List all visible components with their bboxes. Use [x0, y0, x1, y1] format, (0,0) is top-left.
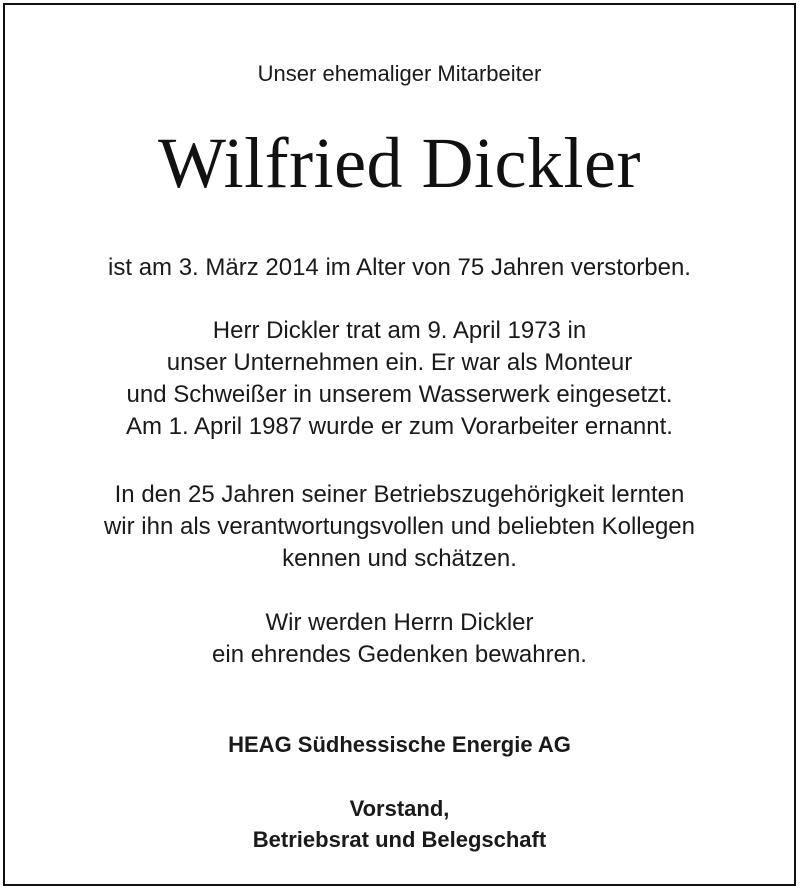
career-line: und Schweißer in unserem Wasserwerk eingesetzt.: [126, 381, 673, 408]
company-name: HEAG Südhessische Energie AG: [228, 732, 571, 757]
career-line: Herr Dickler trat am 9. April 1973 in: [212, 317, 587, 344]
intro-text: Unser ehemaliger Mitarbeiter: [257, 61, 542, 86]
memory-paragraph: [5, 607, 794, 671]
career-line: unser Unternehmen ein. Er war als Monteur: [166, 349, 633, 376]
career-line: Am 1. April 1987 wurde er zum Vorarbeiter ernannt.: [126, 413, 673, 440]
memory-line: Wir werden Herrn Dickler: [265, 609, 534, 636]
death-statement: ist am 3. März 2014 im Alter von 75 Jahren verstorben.: [108, 254, 691, 281]
notice-content: [5, 5, 794, 884]
tribute-line: In den 25 Jahren seiner Betriebszugehörigkeit lernten: [114, 481, 685, 508]
signer-line: Vorstand,: [349, 796, 450, 821]
career-paragraph: [5, 315, 794, 443]
obituary-notice: [3, 3, 796, 886]
tribute-line: kennen und schätzen.: [282, 545, 517, 572]
signer-line: Betriebsrat und Belegschaft: [252, 827, 547, 852]
memory-line: ein ehrendes Gedenken bewahren.: [212, 641, 587, 668]
signers-block: [5, 793, 794, 855]
tribute-line: wir ihn als verantwortungsvollen und beliebten Kollegen: [103, 513, 696, 540]
tribute-paragraph: [5, 479, 794, 575]
deceased-name: Wilfried Dickler: [158, 123, 641, 203]
